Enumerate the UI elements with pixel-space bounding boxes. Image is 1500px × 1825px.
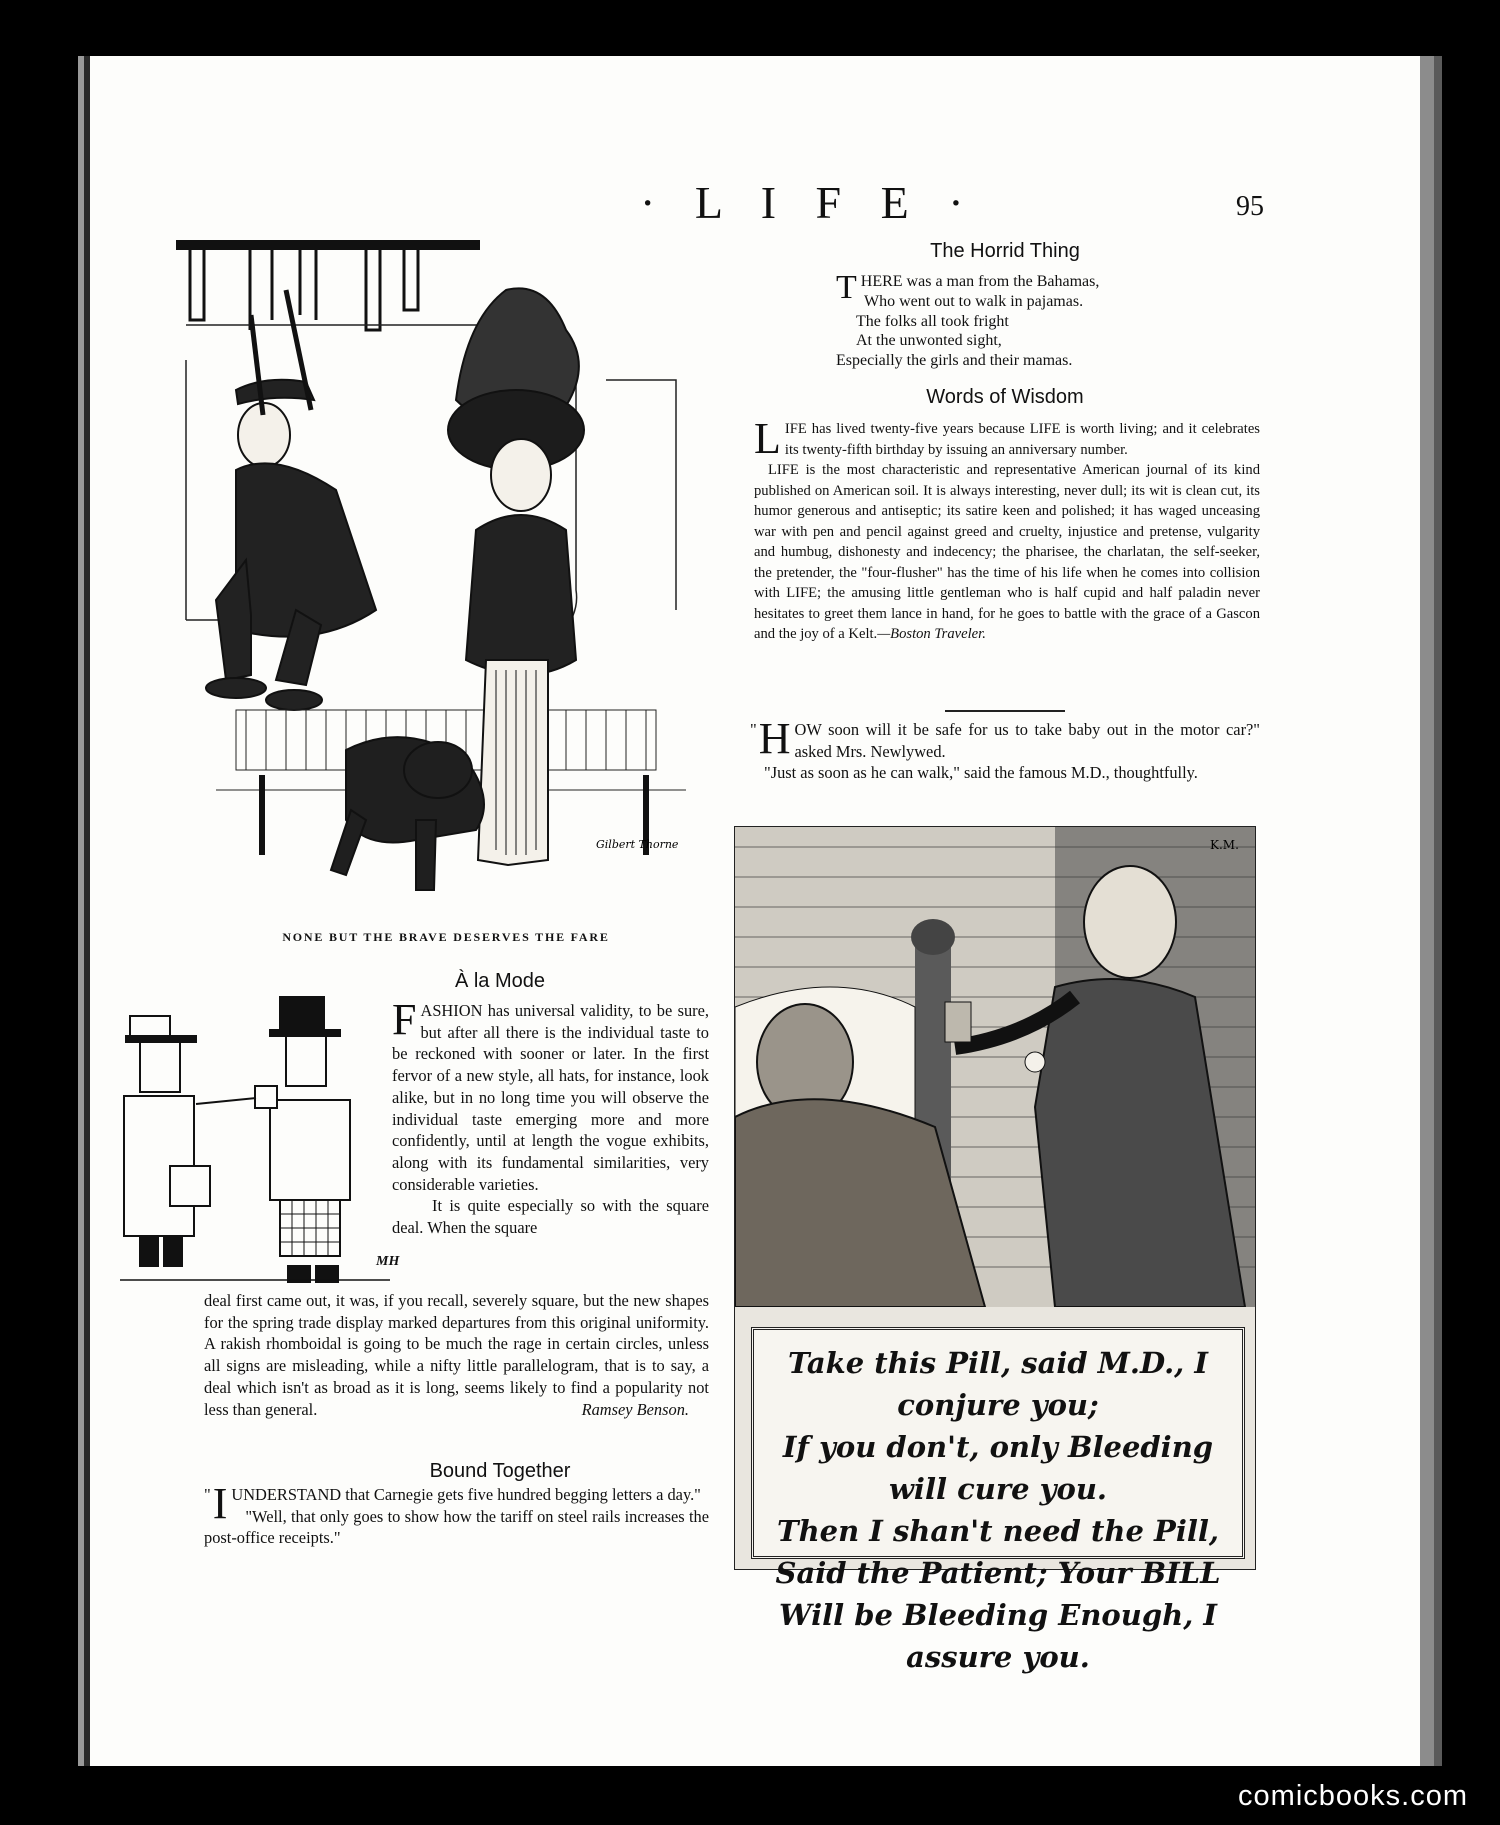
drop-cap-F: F [392,995,417,1044]
verse-panel [751,1327,1245,1674]
wisdom-article [754,414,1260,645]
watermark: comicbooks.com [1238,1780,1468,1812]
wisdom-paragraph-1: LIFE has lived twenty-five years because LIFE is worth living; and it celebrates its twenty-fifth birthday by issuing an anniversary number. [754,414,1260,463]
mode-artist-monogram: MH [376,1254,400,1269]
mode-illustration [120,996,390,1286]
drop-cap-T: T [836,269,857,306]
wisdom-title: Words of Wisdom [926,386,1084,408]
bound-joke [204,1479,709,1549]
drop-cap-L: L [754,414,781,463]
mode-article-top [392,995,709,1239]
cartoon-subway-illustration [176,230,716,930]
verse-line-2: If you don't, only Bleeding will cure you. [782,1430,1214,1506]
cartoon2-verse [754,1342,1242,1678]
cartoon1-caption: NONE BUT THE BRAVE DESERVES THE FARE [282,930,610,944]
cartoon1-signature: Gilbert Thorne [596,838,679,851]
bound-title: Bound Together [429,1460,571,1482]
verse-line-1: Take this Pill, said M.D., I conjure you; [788,1346,1208,1422]
drop-cap-H: H [758,714,791,763]
page-number: 95 [1236,191,1264,222]
square-men-drawing [120,996,390,1286]
bound-paragraph-2: "Well, that only goes to show how the tariff on steel rails increases the post-office receipts." [204,1506,709,1548]
poem-line-3: The folks all took fright [856,312,1009,330]
subway-drawing [176,230,716,930]
horrid-title: The Horrid Thing [930,240,1080,262]
doctor-drawing [735,827,1255,1307]
drop-cap-I: I [212,1479,228,1528]
bound-paragraph-1: " I UNDERSTAND that Carnegie gets five hundred begging letters a day." [204,1479,701,1528]
verse-line-4: Said the Patient; Your BILL [775,1556,1221,1590]
cartoon-doctor-illustration [734,826,1256,1674]
mode-paragraph-2-start: It is quite especially so with the square deal. When the square [392,1196,709,1238]
page-edge-shadow [1434,56,1442,1766]
wisdom-paragraph-2: LIFE is the most characteristic and representative American journal of its kind published on American soil. It is always interesting, never dull; its wit is clean cut, its humor generous and antiseptic; its satire keen and polished; it has waged unceasing war with pen and pencil against greed and cruelty, injustice and pretense, vulgarity and humbug, dishonesty and indecency; the pharisee, the charlatan, the self-seeker, the pretender, the "four-flusher" has the time of his life when he comes into collision with LIFE; the amusing little gentleman who is half cupid and half paladin never hesitates to greet them lance in hand, for he goes to battle with the grace of a Gascon and the joy of a Kelt.—Boston Traveler. [754,462,1260,642]
poem-line-4: At the unwonted sight, [856,332,1002,350]
mode-article-bottom [204,1290,709,1420]
masthead: · L I F E · [640,177,978,228]
cartoon2-signature: K.M. [1210,838,1239,852]
divider [945,710,1065,712]
mode-paragraph-1: FASHION has universal validity, to be sure, but after all there is the individual taste to be reckoned with sooner or later. In the first fervor of a new style, all hats, for instance, look alike, but in no long time you will observe the individual taste emerging more and more confidently, until at length the vogue exhibits, along with its fundamental similarities, very considerable varieties. [392,995,709,1194]
verse-line-3: Then I shan't need the Pill, [777,1514,1219,1548]
baby-paragraph-2: "Just as soon as he can walk," said the famous M.D., thoughtfully. [764,763,1198,783]
poem-line-1: THERE was a man from the Bahamas, [836,269,1100,306]
mode-author: Ramsey Benson. [581,1399,689,1419]
verse-line-5: Will be Bleeding Enough, I assure you. [779,1598,1217,1674]
mode-paragraph-2-end: deal first came out, it was, if you recall, severely square, but the new shapes for the spring trade display marked departures from this original uniformity. A rakish rhomboidal is going to be much the rage in certain circles, unless all signs are misleading, while a nifty little parallelogram, that is to say, a deal which isn't as broad as it is long, seems likely to find a popularity not less than general. Ramsey Benson. [204,1291,709,1419]
poem-line-2: Who went out to walk in pajamas. [864,292,1084,310]
wisdom-source: —Boston Traveler. [877,626,986,642]
baby-paragraph-1: " H OW soon will it be safe for us to take baby out in the motor car?" asked Mrs. Newlywed. [750,714,1260,763]
mode-title: À la Mode [454,970,546,992]
baby-joke [750,714,1260,784]
poem-line-5: Especially the girls and their mamas. [836,352,1073,370]
horrid-poem [836,269,1196,371]
